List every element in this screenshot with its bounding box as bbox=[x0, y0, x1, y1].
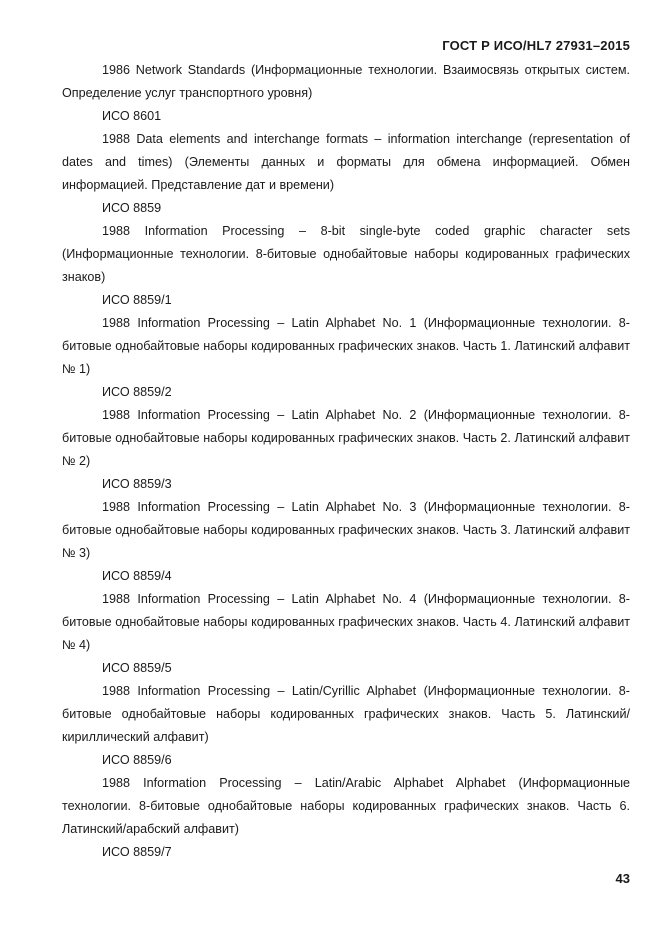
standard-code: ИСО 8859/2 bbox=[102, 385, 172, 399]
standard-code: ИСО 8859/1 bbox=[102, 293, 172, 307]
page-number: 43 bbox=[615, 871, 630, 886]
reference-description: 1988 Information Processing – Latin/Arabic Alphabet Alphabet (Информационные технологии. 8-битовые однобайтовые наборы кодированных графических знаков. Часть 6. Латинский/арабский алфавит) bbox=[62, 776, 630, 836]
reference-description: 1986 Network Standards (Информационные технологии. Взаимосвязь открытых систем. Определение услуг транспортного уровня) bbox=[62, 63, 630, 100]
references-list bbox=[62, 59, 630, 864]
reference-description: 1988 Information Processing – Latin/Cyrillic Alphabet (Информационные технологии. 8-битовые однобайтовые наборы кодированных графических знаков. Часть 5. Латинский/кириллический алфавит) bbox=[62, 684, 630, 744]
standard-code: ИСО 8859 bbox=[102, 201, 162, 215]
standard-code: ИСО 8859/5 bbox=[102, 661, 172, 675]
reference-description: 1988 Information Processing – Latin Alphabet No. 4 (Информационные технологии. 8-битовые однобайтовые наборы кодированных графических знаков. Часть 4. Латинский алфавит № 4) bbox=[62, 592, 630, 652]
standard-code: ИСО 8859/6 bbox=[102, 753, 172, 767]
reference-description: 1988 Information Processing – Latin Alphabet No. 1 (Информационные технологии. 8-битовые однобайтовые наборы кодированных графических знаков. Часть 1. Латинский алфавит № 1) bbox=[62, 316, 630, 376]
reference-description: 1988 Information Processing – Latin Alphabet No. 2 (Информационные технологии. 8-битовые однобайтовые наборы кодированных графических знаков. Часть 2. Латинский алфавит № 2) bbox=[62, 408, 630, 468]
document-header: ГОСТ Р ИСО/HL7 27931–2015 bbox=[442, 38, 630, 53]
standard-code: ИСО 8859/4 bbox=[102, 569, 172, 583]
standard-code: ИСО 8859/7 bbox=[102, 845, 172, 859]
reference-description: 1988 Information Processing – 8-bit single-byte coded graphic character sets (Информационные технологии. 8-битовые однобайтовые наборы кодированных графических знаков) bbox=[62, 224, 630, 284]
standard-code: ИСО 8859/3 bbox=[102, 477, 172, 491]
standard-code: ИСО 8601 bbox=[102, 109, 162, 123]
reference-description: 1988 Information Processing – Latin Alphabet No. 3 (Информационные технологии. 8-битовые однобайтовые наборы кодированных графических знаков. Часть 3. Латинский алфавит № 3) bbox=[62, 500, 630, 560]
reference-description: 1988 Data elements and interchange formats – information interchange (representation of dates and times) (Элементы данных и форматы для обмена информацией. Обмен информацией. Представление дат и времени) bbox=[62, 132, 630, 192]
